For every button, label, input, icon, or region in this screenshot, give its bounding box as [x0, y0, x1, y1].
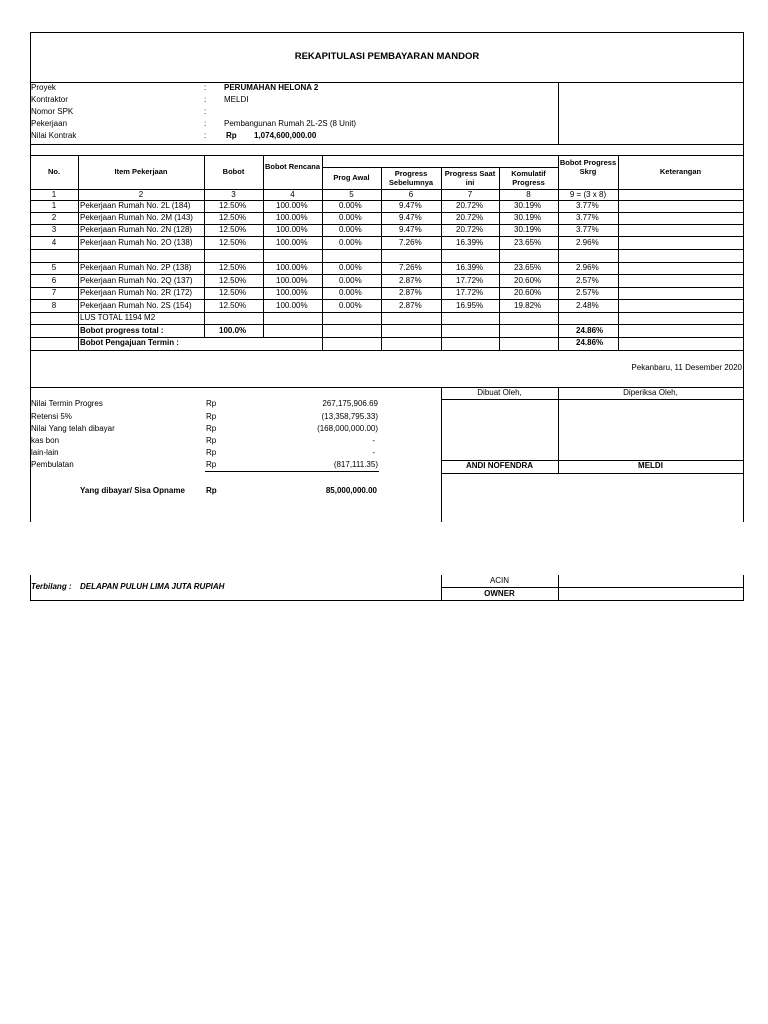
payment-amount: -: [372, 436, 375, 445]
terbilang-value: DELAPAN PULUH LIMA JUTA RUPIAH: [80, 582, 225, 591]
cell-item: Pekerjaan Rumah No. 2Q (137): [80, 276, 193, 285]
cell-item: Pekerjaan Rumah No. 2S (154): [80, 301, 192, 310]
total-bobot: 100.0%: [219, 326, 247, 335]
cell-skrg: 2.57%: [576, 288, 599, 297]
cell-no: 8: [51, 301, 57, 310]
cell-komulatif: 20.60%: [514, 276, 542, 285]
cell-item: Pekerjaan Rumah No. 2O (138): [80, 238, 193, 247]
cell-komulatif: 30.19%: [514, 201, 542, 210]
header-rencana: Bobot Rencana: [264, 162, 320, 171]
cell-komulatif: 19.82%: [514, 301, 542, 310]
payment-currency: Rp: [206, 399, 217, 408]
payment-amount: (13,358,795.33): [321, 412, 378, 421]
index-cell: 4: [290, 190, 295, 199]
index-cell: 1: [51, 190, 57, 199]
payment-total-label: Yang dibayar/ Sisa Opname: [80, 486, 185, 495]
info-value-pekerjaan: Pembangunan Rumah 2L-2S (8 Unit): [224, 119, 357, 128]
cell-item: Pekerjaan Rumah No. 2L (184): [80, 201, 191, 210]
cell-skrg: 2.48%: [576, 301, 599, 310]
cell-skrg: 3.77%: [576, 225, 599, 234]
cell-awal: 0.00%: [339, 288, 362, 297]
info-label-nilai-kontrak: Nilai Kontrak: [31, 131, 77, 140]
cell-rencana: 100.00%: [276, 288, 308, 297]
cell-skrg: 3.77%: [576, 201, 599, 210]
info-sep: :: [204, 119, 207, 128]
header-sebelum: Progress Sebelumnya: [388, 169, 434, 187]
maker-name: ANDI NOFENDRA: [465, 461, 534, 470]
document-title: REKAPITULASI PEMBAYARAN MANDOR: [294, 51, 480, 62]
payment-currency: Rp: [206, 448, 217, 457]
cell-sebelum: 2.87%: [399, 276, 422, 285]
acin-label: ACIN: [489, 576, 510, 585]
cell-no: 3: [51, 225, 57, 234]
payment-total-currency: Rp: [206, 486, 217, 495]
cell-saat: 20.72%: [456, 225, 484, 234]
cell-item: Pekerjaan Rumah No. 2R (172): [80, 288, 193, 297]
cell-bobot: 12.50%: [219, 225, 247, 234]
header-awal: Prog Awal: [333, 173, 370, 182]
place-date: Pekanbaru, 11 Desember 2020: [631, 363, 742, 372]
index-cell: 5: [349, 190, 354, 199]
info-sep: :: [204, 131, 207, 140]
cell-skrg: 3.77%: [576, 213, 599, 222]
cell-no: 2: [51, 213, 57, 222]
info-label-proyek: Proyek: [31, 83, 56, 92]
info-value-kontraktor: MELDI: [224, 95, 249, 104]
cell-saat: 20.72%: [456, 213, 484, 222]
header-keterangan: Keterangan: [659, 167, 702, 176]
payment-amount: -: [372, 448, 375, 457]
info-label-kontraktor: Kontraktor: [31, 95, 68, 104]
cell-bobot: 12.50%: [219, 201, 247, 210]
payment-label: Nilai Yang telah dibayar: [31, 424, 115, 433]
cell-sebelum: 9.47%: [399, 201, 422, 210]
info-currency: Rp: [226, 131, 237, 140]
cell-awal: 0.00%: [339, 276, 362, 285]
cell-awal: 0.00%: [339, 238, 362, 247]
cell-sebelum: 9.47%: [399, 225, 422, 234]
cell-rencana: 100.00%: [276, 301, 308, 310]
terbilang-label: Terbilang :: [31, 582, 72, 591]
cell-saat: 17.72%: [456, 276, 484, 285]
luas-total: LUS TOTAL 1194 M2: [80, 313, 156, 322]
payment-total-amount: 85,000,000.00: [325, 486, 377, 495]
cell-rencana: 100.00%: [276, 201, 308, 210]
cell-rencana: 100.00%: [276, 213, 308, 222]
payment-label: lain-lain: [31, 448, 59, 457]
info-sep: :: [204, 107, 207, 116]
cell-no: 5: [51, 263, 57, 272]
cell-bobot: 12.50%: [219, 288, 247, 297]
header-item: Item Pekerjaan: [114, 167, 168, 176]
termin-label: Bobot Pengajuan Termin :: [80, 338, 179, 347]
checker-name: MELDI: [638, 461, 663, 470]
cell-awal: 0.00%: [339, 213, 362, 222]
cell-rencana: 100.00%: [276, 263, 308, 272]
cell-no: 7: [51, 288, 57, 297]
header-komulatif: Komulatif Progress: [511, 169, 546, 187]
header-bobot: Bobot: [222, 167, 245, 176]
cell-komulatif: 30.19%: [514, 225, 542, 234]
payment-amount: (168,000,000.00): [317, 424, 378, 433]
cell-awal: 0.00%: [339, 201, 362, 210]
index-cell: 2: [138, 190, 144, 199]
cell-sebelum: 7.26%: [399, 238, 422, 247]
cell-sebelum: 7.26%: [399, 263, 422, 272]
cell-rencana: 100.00%: [276, 276, 308, 285]
index-cell: 6: [408, 190, 414, 199]
cell-awal: 0.00%: [339, 225, 362, 234]
index-cell: 8: [526, 190, 531, 199]
cell-awal: 0.00%: [339, 301, 362, 310]
payment-amount: (817,111.35): [333, 460, 378, 469]
made-by-label: Dibuat Oleh,: [477, 388, 522, 397]
cell-komulatif: 23.65%: [514, 238, 542, 247]
header-skrg: Bobot Progress Skrg: [559, 158, 617, 176]
info-label-pekerjaan: Pekerjaan: [31, 119, 68, 128]
cell-no: 1: [51, 201, 57, 210]
info-value-proyek: PERUMAHAN HELONA 2: [224, 83, 319, 92]
payment-label: Retensi 5%: [31, 412, 72, 421]
cell-saat: 16.39%: [456, 238, 484, 247]
cell-no: 6: [51, 276, 57, 285]
info-sep: :: [204, 95, 207, 104]
payment-currency: Rp: [206, 460, 217, 469]
cell-bobot: 12.50%: [219, 276, 247, 285]
index-cell: 7: [467, 190, 473, 199]
header-no: No.: [47, 167, 61, 176]
cell-bobot: 12.50%: [219, 238, 247, 247]
payment-label: Nilai Termin Progres: [31, 399, 103, 408]
cell-komulatif: 30.19%: [514, 213, 542, 222]
cell-rencana: 100.00%: [276, 238, 308, 247]
payment-amount: 267,175,906.69: [322, 399, 378, 408]
index-cell: 3: [231, 190, 236, 199]
payment-label: kas bon: [31, 436, 60, 445]
cell-bobot: 12.50%: [219, 213, 247, 222]
cell-sebelum: 2.87%: [399, 301, 422, 310]
header-saat: Progress Saat ini: [444, 169, 496, 187]
cell-bobot: 12.50%: [219, 301, 247, 310]
info-label-nomor-spk: Nomor SPK: [31, 107, 74, 116]
index-cell: 9 = (3 x 8): [569, 190, 607, 199]
info-value-nilai-kontrak: 1,074,600,000.00: [254, 131, 317, 140]
cell-skrg: 2.96%: [576, 238, 599, 247]
total-label: Bobot progress total :: [80, 326, 164, 335]
cell-rencana: 100.00%: [276, 225, 308, 234]
cell-no: 4: [51, 238, 57, 247]
total-skrg: 24.86%: [576, 326, 604, 335]
payment-currency: Rp: [206, 424, 217, 433]
cell-skrg: 2.57%: [576, 276, 599, 285]
cell-item: Pekerjaan Rumah No. 2P (138): [80, 263, 192, 272]
cell-saat: 17.72%: [456, 288, 484, 297]
termin-skrg: 24.86%: [576, 338, 604, 347]
owner-label: OWNER: [484, 589, 515, 598]
cell-saat: 16.39%: [456, 263, 484, 272]
payment-currency: Rp: [206, 436, 217, 445]
cell-saat: 16.95%: [456, 301, 484, 310]
cell-bobot: 12.50%: [219, 263, 247, 272]
cell-saat: 20.72%: [456, 201, 484, 210]
payment-currency: Rp: [206, 412, 217, 421]
cell-komulatif: 23.65%: [514, 263, 542, 272]
cell-awal: 0.00%: [339, 263, 362, 272]
cell-komulatif: 20.60%: [514, 288, 542, 297]
cell-skrg: 2.96%: [576, 263, 599, 272]
checked-by-label: Diperiksa Oleh,: [623, 388, 678, 397]
cell-item: Pekerjaan Rumah No. 2N (128): [80, 225, 193, 234]
info-sep: :: [204, 83, 207, 92]
cell-item: Pekerjaan Rumah No. 2M (143): [80, 213, 193, 222]
cell-sebelum: 9.47%: [399, 213, 422, 222]
cell-sebelum: 2.87%: [399, 288, 422, 297]
payment-label: Pembulatan: [31, 460, 74, 469]
